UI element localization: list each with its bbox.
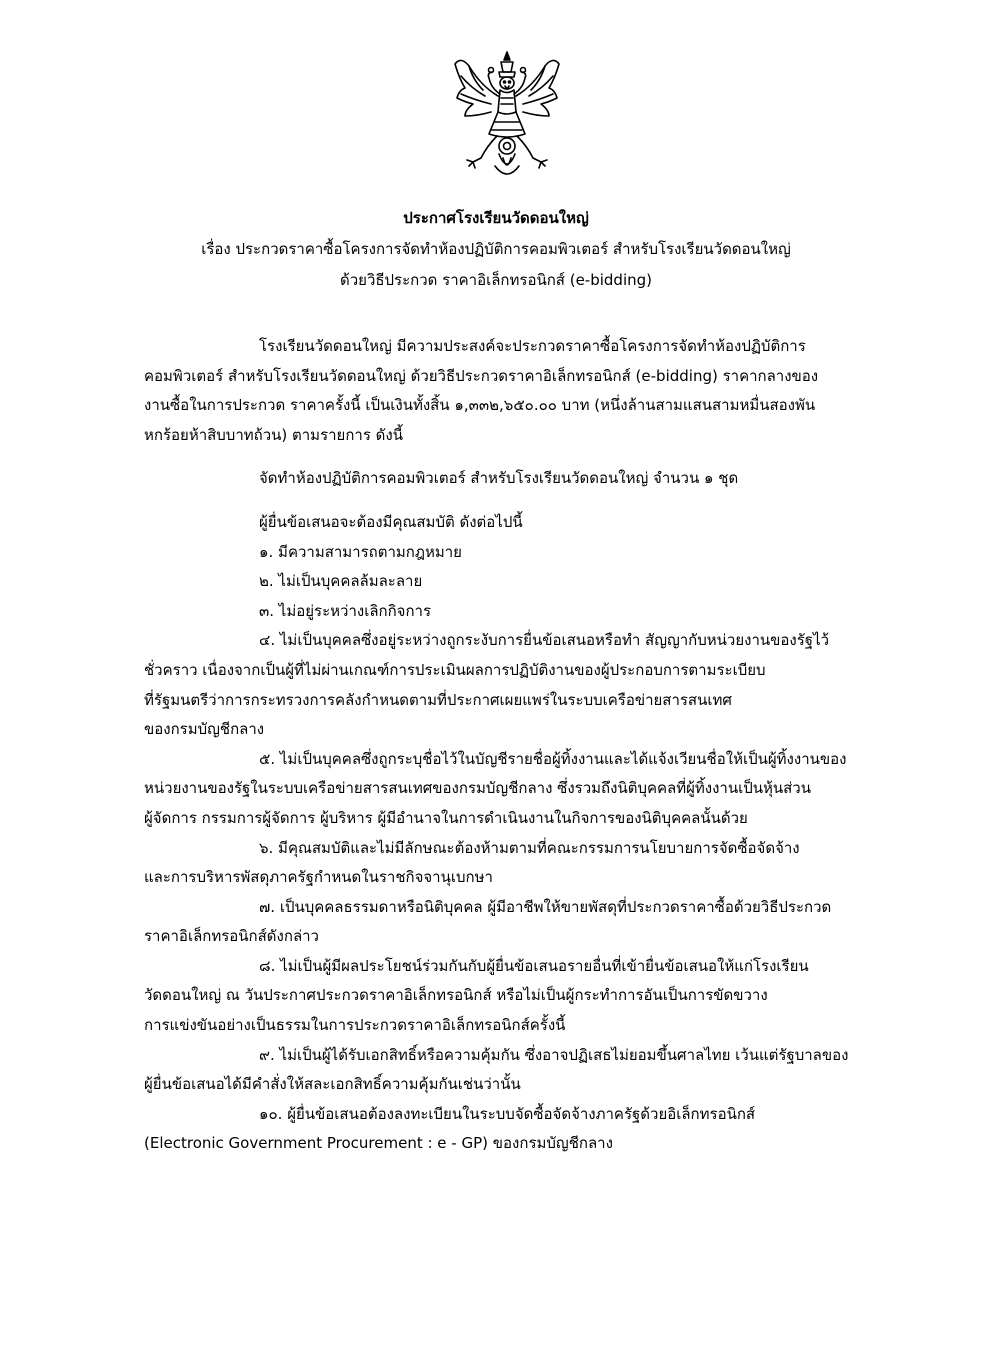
condition-line: ๗. เป็นบุคคลธรรมดาหรือนิติบุคคล ผู้มีอาชีพให้ขายพัสดุที่ประกวดราคาซื้อด้วยวิธีประกวด [259,897,832,916]
condition-line: ๑๐. ผู้ยื่นข้อเสนอต้องลงทะเบียนในระบบจัดซื้อจัดจ้างภาครัฐด้วยอิเล็กทรอนิกส์ [259,1104,756,1123]
condition-item [144,597,888,627]
condition-line: ๔. ไม่เป็นบุคคลซึ่งอยู่ระหว่างถูกระงับการยื่นข้อเสนอหรือทำ สัญญากับหน่วยงานของรัฐไว้ [259,631,830,650]
announcement-body [144,332,888,1159]
condition-line: ๑. มีความสามารถตามกฎหมาย [259,542,462,561]
condition-line: การแข่งขันอย่างเป็นธรรมในการประกวดราคาอิเล็กทรอนิกส์ครั้งนี้ [144,1016,566,1035]
intro-line: โรงเรียนวัดดอนใหญ่ มีความประสงค์จะประกวดราคาซื้อโครงการจัดทำห้องปฏิบัติการ [259,337,806,355]
condition-item [144,626,888,744]
condition-line: และการบริหารพัสดุภาครัฐกำหนดในราชกิจจานุเบกษา [144,868,493,887]
condition-item [144,1041,888,1100]
condition-line: (Electronic Government Procurement : e - GP) ของกรมบัญชีกลาง [144,1134,613,1153]
condition-line: ผู้จัดการ กรรมการผู้จัดการ ผู้บริหาร ผู้มีอำนาจในการดำเนินงานในกิจการของนิติบุคคลนั้นด้วย [144,808,748,827]
condition-line: หน่วยงานของรัฐในระบบเครือข่ายสารสนเทศของกรมบัญชีกลาง ซึ่งรวมถึงนิติบุคคลที่ผู้ทิ้งงานเป็นหุ้นส่วน [144,779,811,798]
garuda-emblem-icon [451,50,563,182]
condition-line: วัดดอนใหญ่ ณ วันประกาศประกวดราคาอิเล็กทรอนิกส์ หรือไม่เป็นผู้กระทำการอันเป็นการขัดขวาง [144,986,768,1005]
condition-item [144,893,888,952]
announcement-method: ด้วยวิธีประกวด ราคาอิเล็กทรอนิกส์ (e-bidding) [339,271,652,289]
announcement-header [0,203,992,296]
condition-line: ๓. ไม่อยู่ระหว่างเลิกกิจการ [259,601,432,620]
condition-item [144,834,888,893]
item-line: จัดทำห้องปฏิบัติการคอมพิวเตอร์ สำหรับโรงเรียนวัดดอนใหญ่ จำนวน ๑ ชุด [259,469,739,488]
condition-line: ของกรมบัญชีกลาง [144,720,265,739]
announcement-title: ประกาศโรงเรียนวัดดอนใหญ่ [403,209,589,227]
condition-item [144,567,888,597]
condition-line: ราคาอิเล็กทรอนิกส์ดังกล่าว [144,927,319,946]
qualifications-heading: ผู้ยื่นข้อเสนอจะต้องมีคุณสมบัติ ดังต่อไปนี้ [259,512,523,531]
condition-item [144,745,888,834]
condition-item [144,952,888,1041]
condition-line: ๖. มีคุณสมบัติและไม่มีลักษณะต้องห้ามตามที่คณะกรรมการนโยบายการจัดซื้อจัดจ้าง [259,838,800,857]
condition-item [144,1100,888,1159]
condition-item [144,538,888,568]
intro-line: หกร้อยห้าสิบบาทถ้วน) ตามรายการ ดังนี้ [144,425,403,444]
condition-line: ผู้ยื่นข้อเสนอได้มีคำสั่งให้สละเอกสิทธิ์ความคุ้มกันเช่นว่านั้น [144,1075,521,1094]
condition-line: ๕. ไม่เป็นบุคคลซึ่งถูกระบุชื่อไว้ในบัญชีรายชื่อผู้ทิ้งงานและได้แจ้งเวียนชื่อให้เป็นผู้ทิ้งงานของ [259,749,847,768]
condition-line: ชั่วคราว เนื่องจากเป็นผู้ที่ไม่ผ่านเกณฑ์การประเมินผลการปฏิบัติงานของผู้ประกอบการตามระเบียบ [144,660,766,679]
condition-line: ๘. ไม่เป็นผู้มีผลประโยชน์ร่วมกันกับผู้ยื่นข้อเสนอรายอื่นที่เข้ายื่นข้อเสนอให้แก่โรงเรียน [259,956,809,975]
intro-line: คอมพิวเตอร์ สำหรับโรงเรียนวัดดอนใหญ่ ด้วยวิธีประกวดราคาอิเล็กทรอนิกส์ (e-bidding) ราคากลางของ [144,366,819,385]
announcement-subject: เรื่อง ประกวดราคาซื้อโครงการจัดทำห้องปฏิบัติการคอมพิวเตอร์ สำหรับโรงเรียนวัดดอนใหญ่ [201,240,791,258]
condition-line: ๒. ไม่เป็นบุคคลล้มละลาย [259,572,423,591]
condition-line: ที่รัฐมนตรีว่าการกระทรวงการคลังกำหนดตามที่ประกาศเผยแพร่ในระบบเครือข่ายสารสนเทศ [144,690,732,709]
condition-line: ๙. ไม่เป็นผู้ได้รับเอกสิทธิ์หรือความคุ้มกัน ซึ่งอาจปฏิเสธไม่ยอมขึ้นศาลไทย เว้นแต่รัฐบาลของ [259,1045,849,1064]
intro-line: งานซื้อในการประกวด ราคาครั้งนี้ เป็นเงินทั้งสิ้น ๑,๓๓๒,๖๕๐.๐๐ บาท (หนึ่งล้านสามแสนสามหมื่นสองพัน [144,396,816,415]
